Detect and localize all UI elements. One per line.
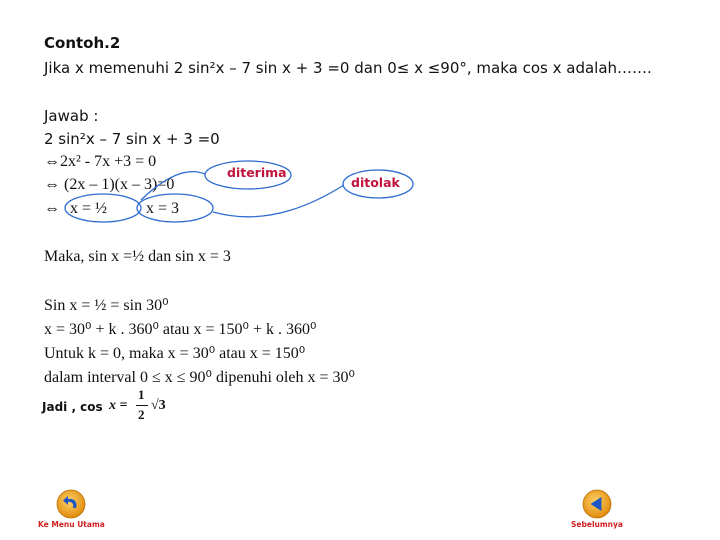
sqrt-three: √3 xyxy=(151,398,166,413)
example-title: Contoh.2 xyxy=(44,34,121,52)
maka-line: Maka, sin x =½ dan sin x = 3 xyxy=(44,248,231,265)
equation-line-4-prefix: ⇔ xyxy=(44,200,60,217)
step-line-2: x = 30⁰ + k . 360⁰ atau x = 150⁰ + k . 360⁰ xyxy=(44,321,317,338)
root-one-half: x = ½ xyxy=(70,200,108,217)
root-three: x = 3 xyxy=(146,200,180,217)
fraction-numerator: 1 xyxy=(138,387,145,402)
step-line-1: Sin x = ½ = sin 30⁰ xyxy=(44,297,169,314)
root1-ellipse xyxy=(65,194,141,222)
rejected-label: ditolak xyxy=(351,175,400,190)
accepted-label: diterima xyxy=(227,165,287,180)
previous-label[interactable]: Sebelumnya xyxy=(571,520,623,529)
rejected-connector xyxy=(213,185,344,217)
return-arrow-icon xyxy=(56,489,86,519)
back-triangle-icon xyxy=(582,489,612,519)
fraction-denominator: 2 xyxy=(138,407,145,422)
home-label[interactable]: Ke Menu Utama xyxy=(38,520,105,529)
step-line-3: Untuk k = 0, maka x = 30⁰ atau x = 150⁰ xyxy=(44,345,306,362)
question-text: Jika x memenuhi 2 sin²x – 7 sin x + 3 =0 dan 0≤ x ≤90°, maka cos x adalah……. xyxy=(44,59,652,77)
conclusion-prefix: Jadi , cos xyxy=(42,400,103,414)
equation-line-3: ⇔ (2x – 1)(x – 3)=0 xyxy=(44,176,175,193)
equation-line-1: 2 sin²x – 7 sin x + 3 =0 xyxy=(44,130,220,148)
home-button[interactable] xyxy=(56,489,86,519)
answer-heading: Jawab : xyxy=(44,107,99,125)
root2-ellipse xyxy=(137,194,213,222)
equation-line-2: ⇔2x² - 7x +3 = 0 xyxy=(44,153,157,170)
conclusion-variable: x = xyxy=(109,398,128,413)
step-line-4: dalam interval 0 ≤ x ≤ 90⁰ dipenuhi oleh x = 30⁰ xyxy=(44,369,355,386)
previous-button[interactable] xyxy=(582,489,612,519)
